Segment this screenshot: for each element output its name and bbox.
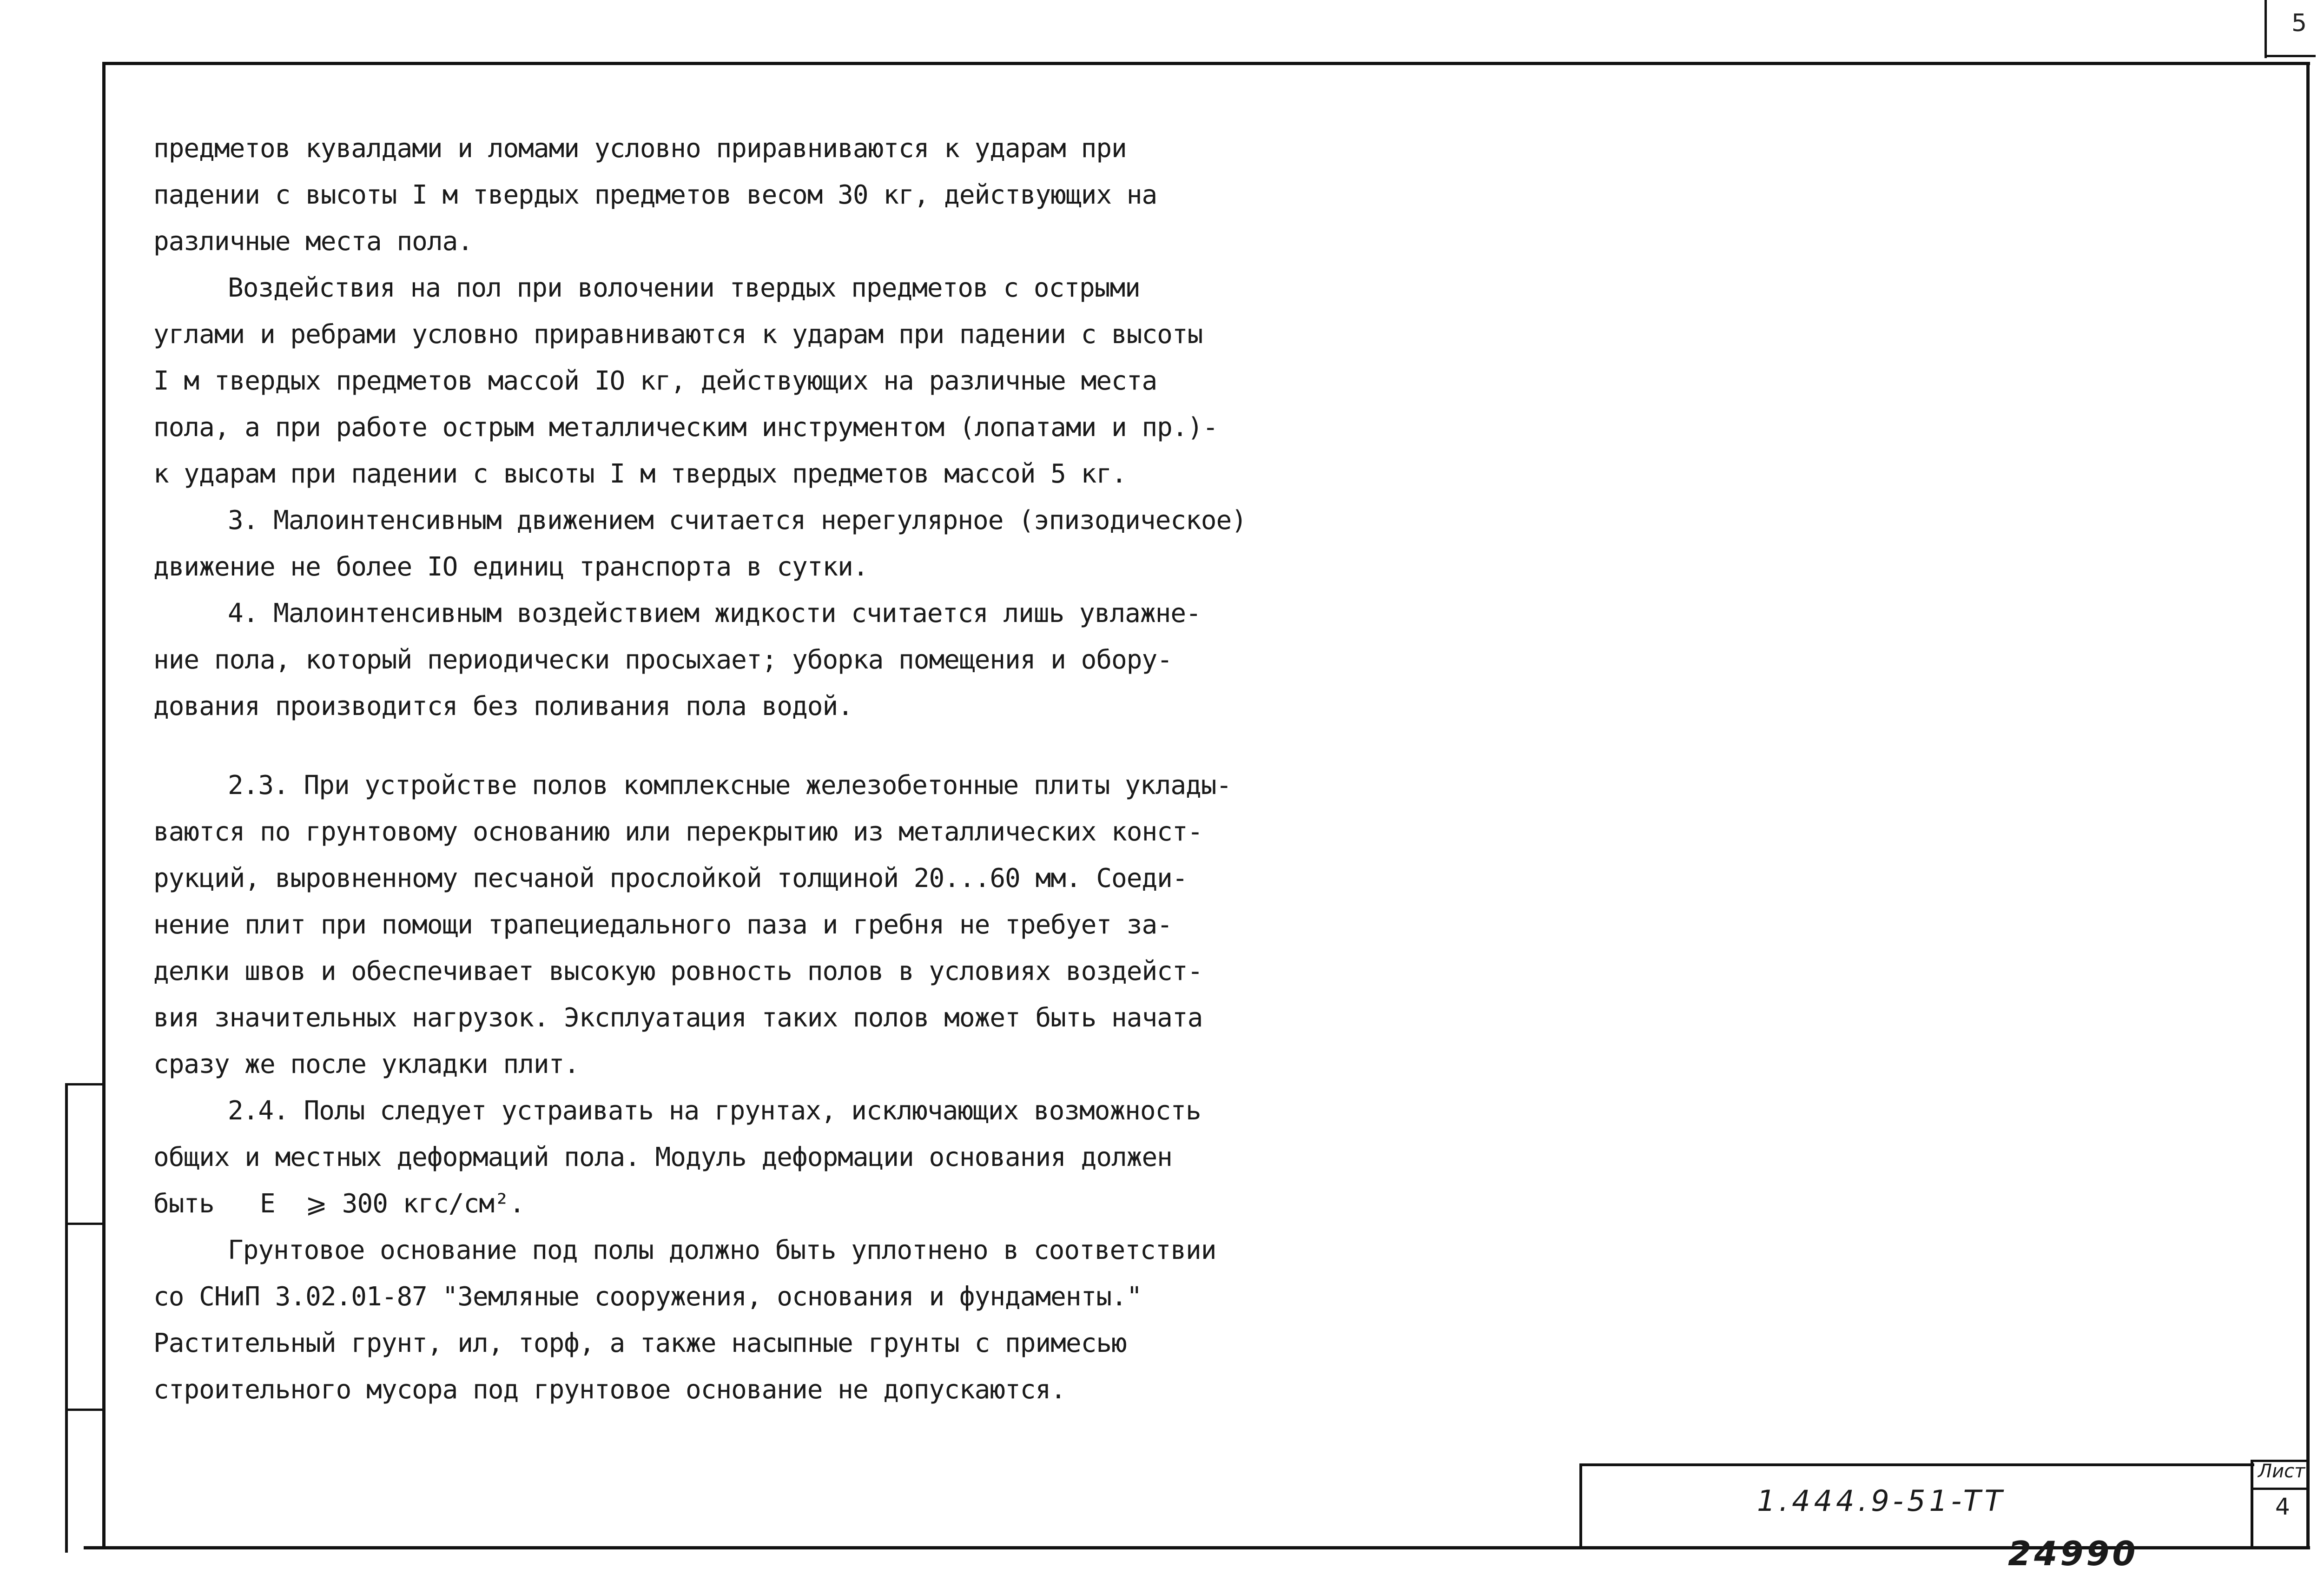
text-line: ваются по грунтовому основанию или перекрытию из металлических конст- [153,817,1203,847]
margin-tick-1 [65,1083,105,1085]
title-block-left [1579,1463,1582,1549]
text-line: строительного мусора под грунтовое основание не допускаются. [153,1375,1066,1405]
text-line: нение плит при помощи трапециедального паза и гребня не требует за- [153,910,1172,940]
text-line: 2.3. При устройстве полов комплексные железобетонные плиты уклады- [228,770,1232,801]
corner-mark [2265,55,2316,57]
text-line: рукций, выровненному песчаной прослойкой толщиной 20...60 мм. Соеди- [153,863,1188,893]
corner-tick [2265,0,2267,58]
title-block-top [1580,1463,2254,1466]
text-line: пола, а при работе острым металлическим инструментом (лопатами и пр.)- [153,412,1218,443]
sheet-cell-mid [2251,1488,2309,1490]
text-line: различные места пола. [153,226,473,257]
sheet-label: Лист [2258,1461,2305,1482]
text-line: к ударам при падении с высоты I м твердых предметов массой 5 кг. [153,459,1127,489]
margin-tick-3 [65,1409,105,1411]
text-line: вия значительных нагрузок. Эксплуатация таких полов может быть начата [153,1003,1203,1033]
sheet-number: 4 [2275,1493,2290,1520]
text-line: Грунтовое основание под полы должно быть уплотнено в соответствии [228,1235,1216,1265]
margin-vertical [65,1083,68,1553]
text-line: ние пола, который периодически просыхает; уборка помещения и обору- [153,645,1172,675]
text-line: со СНиП 3.02.01-87 "Земляные сооружения, основания и фундаменты." [153,1282,1142,1312]
text-line: предметов кувалдами и ломами условно приравниваются к ударам при [153,133,1127,164]
frame-left [102,62,106,1549]
text-line: движение не более IO единиц транспорта в сутки. [153,552,868,582]
text-line: быть E ⩾ 300 кгс/см². [153,1189,525,1219]
text-line: делки швов и обеспечивает высокую ровность полов в условиях воздейст- [153,956,1203,986]
margin-tick-2 [65,1223,105,1225]
text-line: 4. Малоинтенсивным воздействием жидкости считается лишь увлажне- [228,598,1201,629]
frame-top [102,62,2310,65]
corner-page-number: 5 [2291,9,2307,37]
text-line: дования производится без поливания пола водой. [153,691,853,721]
paragraph-gap [153,730,1232,762]
text-line: I м твердых предметов массой IO кг, действующих на различные места [153,366,1157,396]
text-line: общих и местных деформаций пола. Модуль деформации основания должен [153,1142,1172,1172]
text-line: 2.4. Полы следует устраивать на грунтах, исключающих возможность [228,1096,1201,1126]
title-block-divider [2251,1460,2253,1549]
text-line: Растительный грунт, ил, торф, а также насыпные грунты с примесью [153,1328,1127,1358]
text-line: падении с высоты I м твердых предметов весом 30 кг, действующих на [153,180,1157,210]
document-code: 1.444.9-51-TT [1757,1484,2006,1518]
text-line: сразу же после укладки плит. [153,1049,580,1079]
text-line: углами и ребрами условно приравниваются к ударам при падении с высоты [153,319,1203,350]
archive-stamp-number: 24990 [2008,1534,2139,1573]
frame-bottom [84,1546,2310,1549]
frame-right [2306,62,2310,1549]
text-line: 3. Малоинтенсивным движением считается нерегулярное (эпизодическое) [228,505,1247,536]
text-line: Воздействия на пол при волочении твердых предметов с острыми [228,273,1140,303]
document-body [153,126,1247,1413]
